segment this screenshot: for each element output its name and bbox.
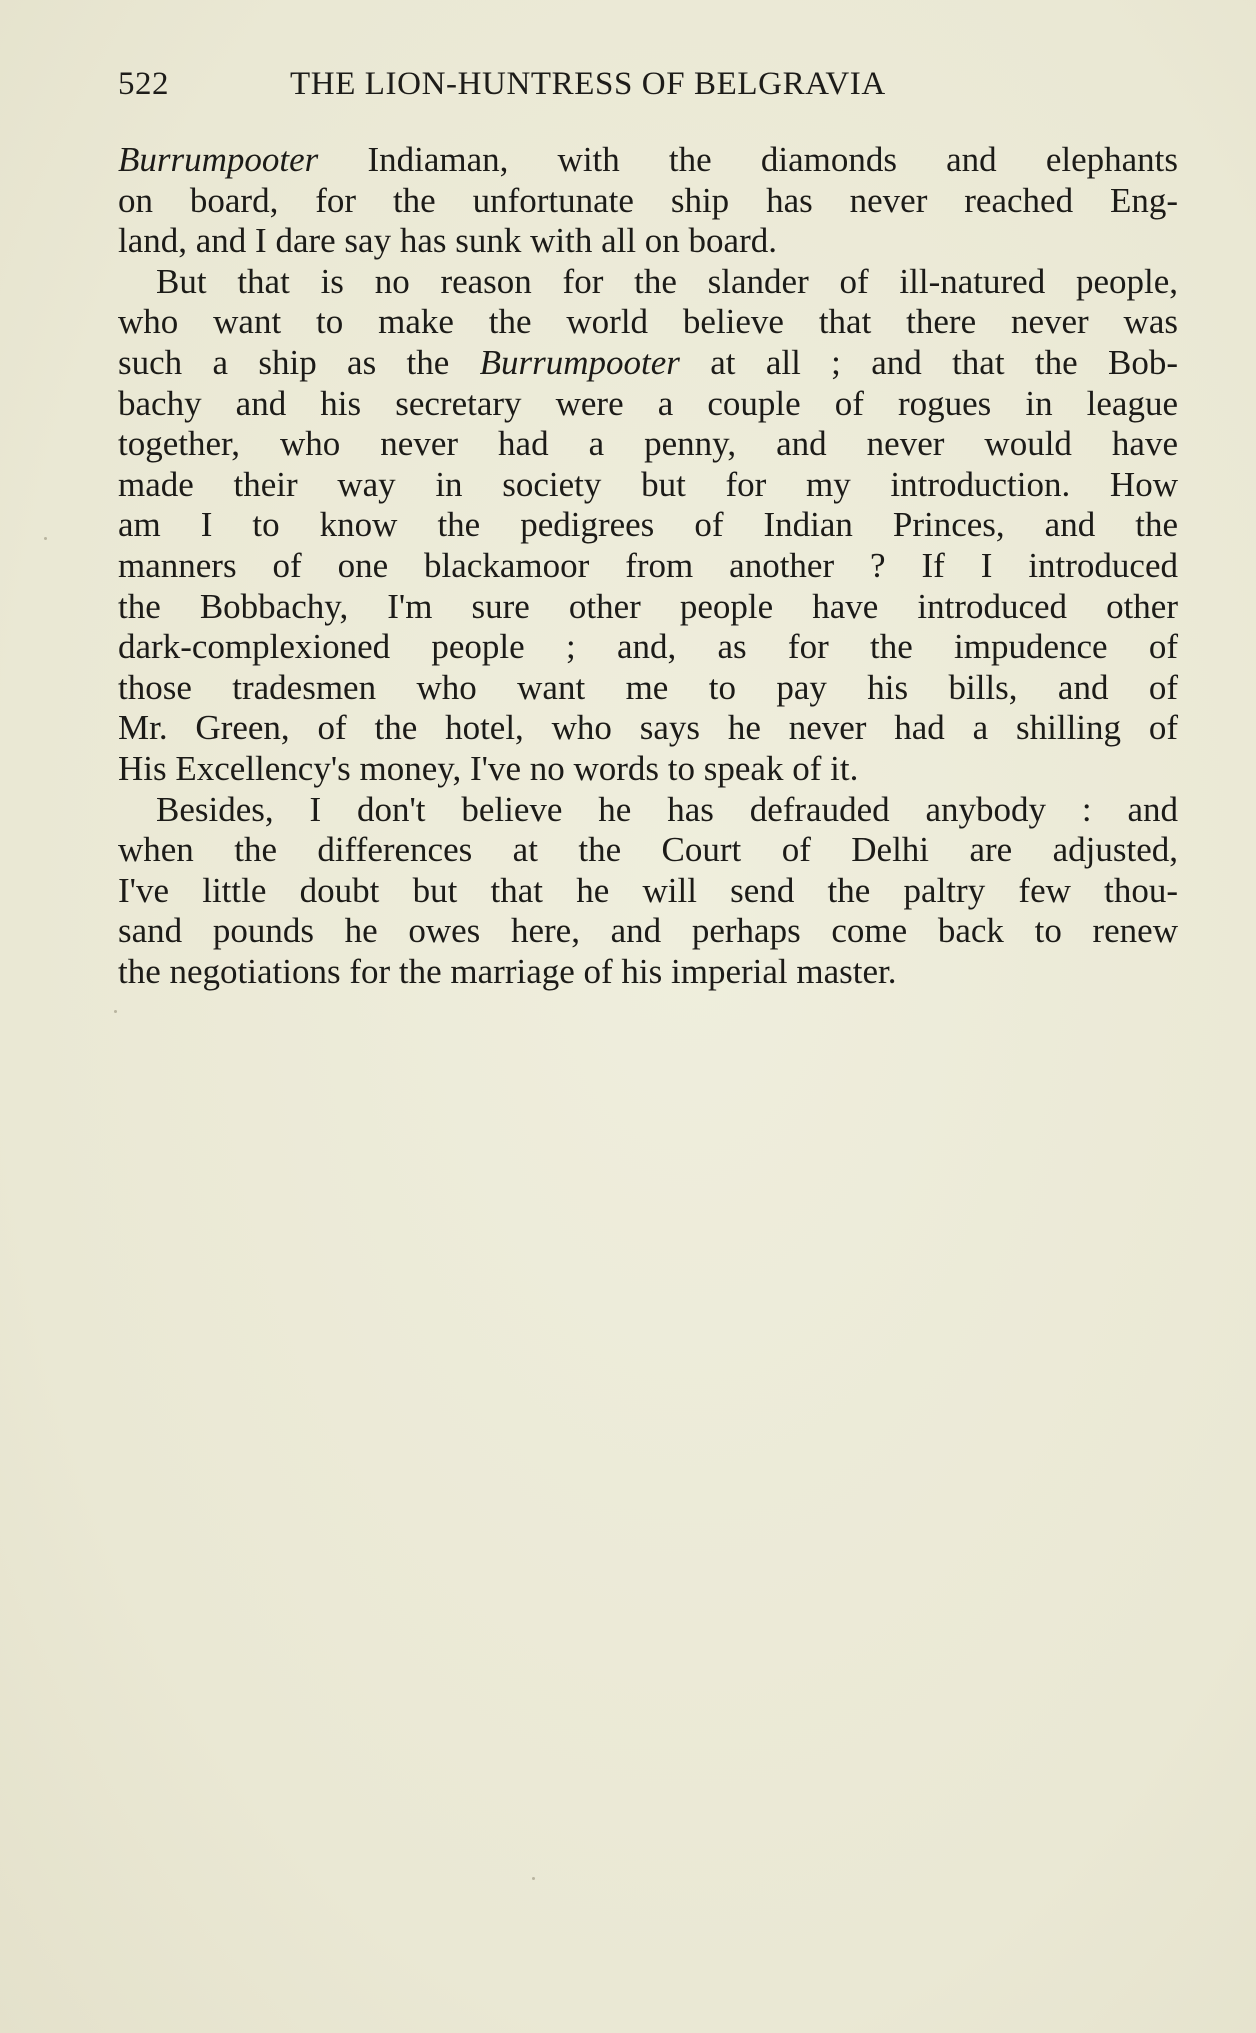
text-line: the negotiations for the marriage of his imperial master. <box>118 951 897 991</box>
text-line: Besides, I don't believe he has defrauded anybody : and <box>156 789 1178 829</box>
text-line: dark-complexioned people ; and, as for the impudence of <box>118 627 1178 667</box>
running-head-title: THE LION-HUNTRESS OF BELGRAVIA <box>290 66 886 102</box>
text-line: Burrumpooter Indiaman, with the diamonds and elephants <box>118 140 1178 179</box>
page-number: 522 <box>118 66 169 102</box>
text-line: on board, for the unfortunate ship has never reached Eng- <box>118 180 1178 220</box>
text-line: bachy and his secretary were a couple of rogues in league <box>118 383 1178 423</box>
text-line: sand pounds he owes here, and perhaps come back to renew <box>118 911 1178 951</box>
running-head <box>118 66 1178 110</box>
text-line: who want to make the world believe that there never was <box>118 302 1178 342</box>
paper-speck <box>532 1877 535 1880</box>
text-line: I've little doubt but that he will send the paltry few thou- <box>118 870 1178 910</box>
text-line: the Bobbachy, I'm sure other people have introduced other <box>118 586 1178 626</box>
text-line: am I to know the pedigrees of Indian Princes, and the <box>118 505 1178 545</box>
text-line: But that is no reason for the slander of ill-natured people, <box>156 261 1178 301</box>
text-line: when the differences at the Court of Delhi are adjusted, <box>118 830 1178 870</box>
body-text <box>118 140 1178 992</box>
text-line: His Excellency's money, I've no words to speak of it. <box>118 748 859 788</box>
text-line: such a ship as the Burrumpooter at all ; and that the Bob- <box>118 342 1178 382</box>
text-line: together, who never had a penny, and never would have <box>118 424 1178 464</box>
paper-speck <box>44 537 47 540</box>
text-line: Mr. Green, of the hotel, who says he never had a shilling of <box>118 708 1178 748</box>
text-line: those tradesmen who want me to pay his bills, and of <box>118 667 1178 707</box>
text-line: land, and I dare say has sunk with all on board. <box>118 221 778 261</box>
text-line: made their way in society but for my introduction. How <box>118 464 1178 504</box>
paper-speck <box>114 1010 117 1013</box>
text-line: manners of one blackamoor from another ? If I introduced <box>118 545 1178 585</box>
